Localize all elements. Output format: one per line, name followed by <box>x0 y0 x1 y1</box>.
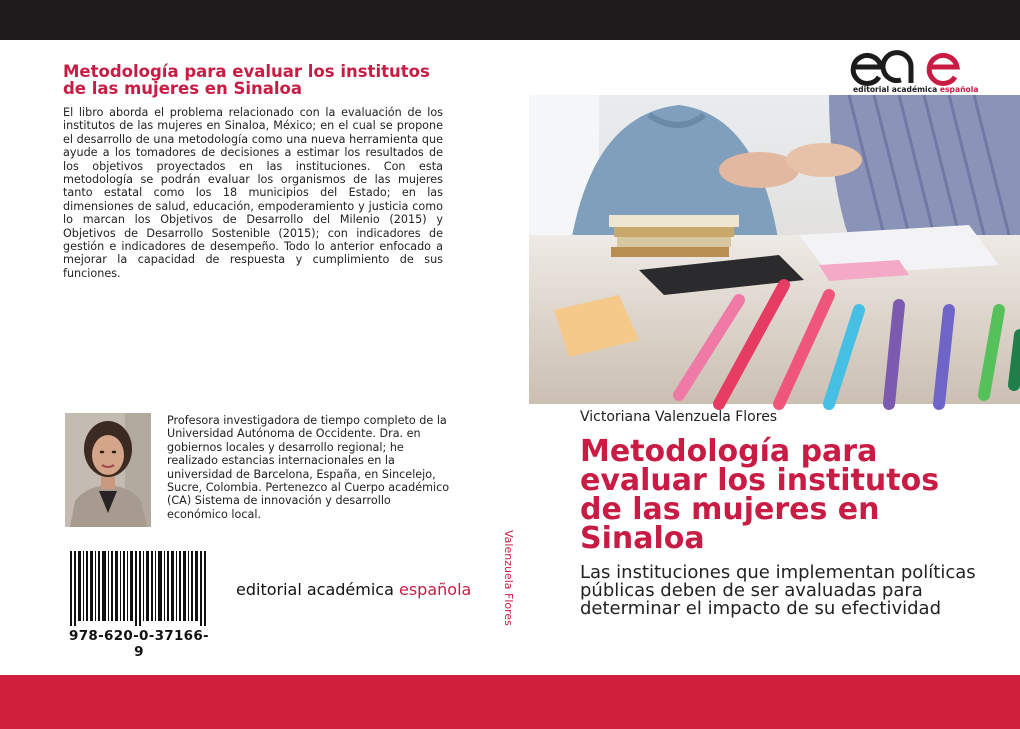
logo-text-accent: española <box>939 85 979 94</box>
front-title: Metodología para evaluar los institutos de las mujeres en Sinaloa <box>580 434 940 556</box>
top-bar <box>0 0 1020 40</box>
back-cover-title: Metodología para evaluar los institutos de las mujeres en Sinaloa <box>63 62 430 98</box>
front-subtitle: Las instituciones que implementan políticas públicas deben de ser avaluadas para determinar el impacto de su efectividad <box>580 562 976 619</box>
back-publisher-name <box>236 580 471 599</box>
author-bio: Profesora investigadora de tiempo completo de la Universidad Autónoma de Occidente. Dra. en gobiernos locales y desarrollo regional; he realizado estancias internacionales en la universidad de Barcelona, España, en Sincelejo, Sucre, Colombia. Pertenezco al Cuerpo académico (CA) Sistema de innovación y desarrollo económico local. <box>167 414 450 521</box>
cover-photo <box>529 95 1020 404</box>
front-author: Victoriana Valenzuela Flores <box>580 409 778 425</box>
spine-author: Valenzuela Flores <box>502 530 515 626</box>
isbn-number: 978-620-0-37166-9 <box>69 628 209 660</box>
eae-logo <box>851 47 979 95</box>
back-cover-blurb: El libro aborda el problema relacionado con la evaluación de los institutos de las mujeres en Sinaloa, México; en el cual se propone el desarrollo de una metodología como una nueva herramienta que ayude a los tomadores de decisiones a estimar los resultados de los objetivos proyectados en las instituciones. Con esta metodología se podrán evaluar los organismos de las mujeres tanto estatal como los 18 municipios del Estado; en las dimensiones de salud, educación, empoderamiento y justicia como lo marcan los Objetivos de Desarrollo del Milenio (2015) y Objetivos de Desarrollo Sostenible (2015); con indicadores de gestión e indicadores de desempeño. Todo lo anterior enfocado a mejorar la capacidad de respuesta y cumplimiento de sus funciones. <box>63 106 443 280</box>
logo-text-prefix: editorial académica <box>853 85 940 94</box>
barcode-icon <box>68 551 210 626</box>
bottom-bar <box>0 675 1020 729</box>
publisher-accent: española <box>399 580 472 599</box>
svg-text:editorial académica española <box>853 85 978 94</box>
author-photo <box>65 413 151 527</box>
publisher-prefix: editorial académica <box>236 580 399 599</box>
